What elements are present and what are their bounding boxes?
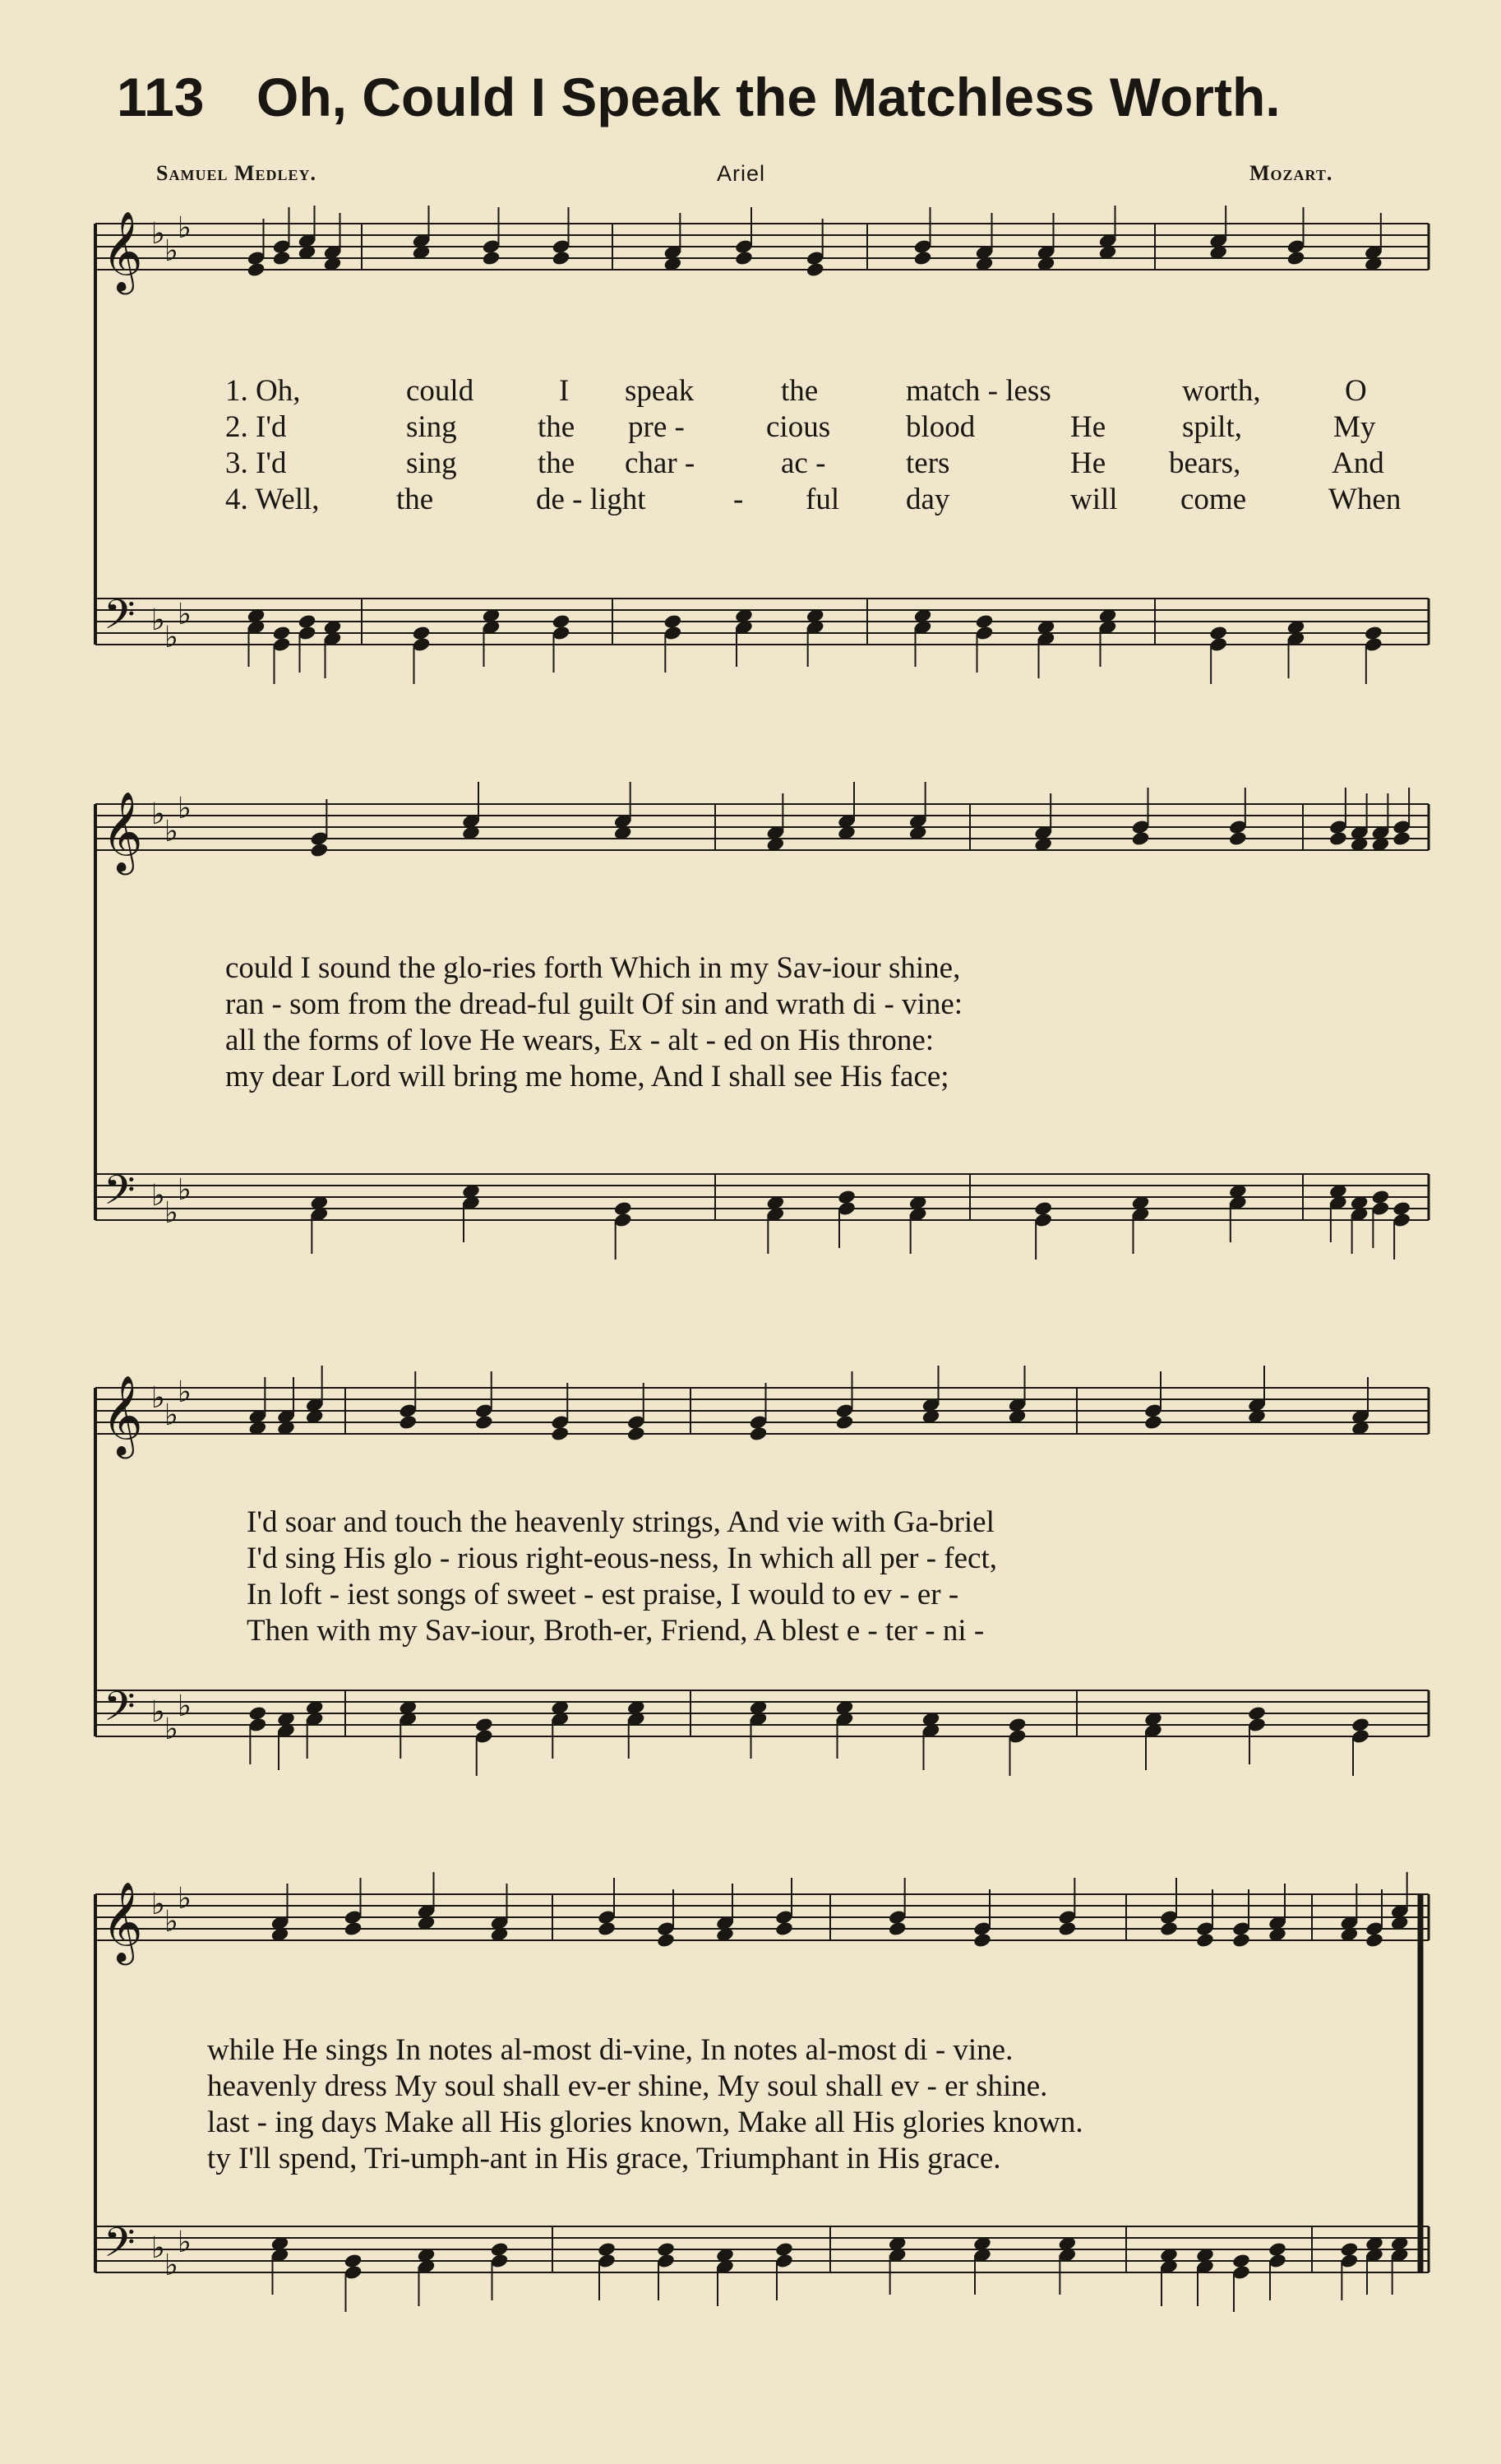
treble-clef-icon: 𝄞 — [102, 1375, 143, 1455]
bass-clef-icon: 𝄢 — [104, 1683, 136, 1741]
note-head — [1131, 830, 1151, 847]
flat-icon: ♭ — [151, 603, 165, 637]
lyric-verse-4: Then with my Sav-iour, Broth-er, Friend, A blest e - ter - ni - — [247, 1614, 985, 1648]
flat-icon: ♭ — [164, 1713, 178, 1746]
treble-clef-icon: 𝄞 — [102, 210, 143, 291]
treble-clef-icon: 𝄞 — [102, 791, 143, 871]
note-head — [1328, 830, 1348, 847]
lyric-syllable: pre - — [628, 410, 685, 444]
lyric-syllable: spilt, — [1182, 410, 1242, 444]
lyric-syllable: sing — [406, 446, 457, 480]
lyric-verse-1 — [0, 373, 1501, 409]
flat-icon: ♭ — [164, 1196, 178, 1230]
lyric-syllable: blood — [906, 410, 976, 444]
lyric-syllable: He — [1070, 446, 1106, 480]
lyric-syllable: When — [1328, 483, 1402, 516]
note-head — [482, 250, 501, 266]
music-system-2 — [0, 773, 1501, 1283]
music-system-3 — [0, 1348, 1501, 1809]
lyric-syllable: char - — [625, 446, 695, 480]
flat-icon: ♭ — [178, 598, 192, 631]
lyric-verse-2 — [0, 409, 1501, 446]
hymn-title: Oh, Could I Speak the Matchless Worth. — [256, 67, 1281, 127]
lyric-syllable: 2. I'd — [225, 410, 287, 444]
note-head — [656, 1932, 676, 1949]
note-head — [1228, 830, 1248, 847]
note-head — [1231, 1932, 1251, 1949]
flat-icon: ♭ — [164, 1905, 178, 1939]
music-system-1 — [0, 206, 1501, 707]
lyric-verse-4: ty I'll spend, Tri-umph-ant in His grace, Triumphant in His grace. — [207, 2142, 1001, 2175]
flat-icon: ♭ — [164, 1398, 178, 1432]
note-head — [913, 250, 933, 266]
note-head — [749, 1426, 769, 1442]
lyric-syllable: de - light — [536, 483, 646, 516]
lyric-syllable: ac - — [781, 446, 826, 480]
note-head — [310, 842, 330, 858]
hymn-number: 113 — [117, 67, 205, 127]
lyric-syllable: day — [906, 483, 950, 516]
lyric-syllable: ful — [806, 483, 840, 516]
lyric-verse-3: last - ing days Make all His glories known, Make all His glories known. — [207, 2106, 1083, 2139]
lyric-syllable: could — [406, 374, 474, 408]
composer-credit: Mozart. — [1249, 161, 1333, 185]
lyric-verse-4 — [0, 482, 1501, 518]
flat-icon: ♭ — [164, 2249, 178, 2282]
lyric-verse-3 — [0, 446, 1501, 482]
flat-icon: ♭ — [164, 621, 178, 654]
flat-icon: ♭ — [151, 797, 165, 831]
flat-icon: ♭ — [164, 815, 178, 848]
lyric-verse-2: I'd sing His glo - rious right-eous-ness, In which all per - fect, — [247, 1542, 997, 1575]
lyric-syllable: come — [1180, 483, 1247, 516]
treble-clef-icon: 𝄞 — [102, 1881, 143, 1962]
music-system-4 — [0, 1860, 1501, 2361]
flat-icon: ♭ — [178, 792, 192, 825]
lyric-syllable: sing — [406, 410, 457, 444]
note-head — [1195, 1932, 1215, 1949]
lyric-syllable: bears, — [1169, 446, 1241, 480]
lyric-verse-2: heavenly dress My soul shall ev-er shine, My soul shall ev - er shine. — [207, 2069, 1048, 2103]
lyric-syllable: I — [559, 374, 570, 408]
note-head — [1286, 250, 1306, 266]
lyric-syllable: speak — [625, 374, 695, 408]
note-head — [1159, 1921, 1179, 1937]
note-head — [550, 1426, 570, 1442]
flat-icon: ♭ — [151, 1888, 165, 1921]
flat-icon: ♭ — [178, 1882, 192, 1916]
flat-icon: ♭ — [178, 1375, 192, 1409]
lyric-syllable: O — [1345, 374, 1367, 408]
lyric-syllable: the — [396, 483, 434, 516]
flat-icon: ♭ — [151, 1695, 165, 1729]
lyric-syllable: 4. Well, — [225, 483, 320, 516]
lyric-syllable: ters — [906, 446, 950, 480]
bass-clef-icon: 𝄢 — [104, 1167, 136, 1224]
bass-clef-icon: 𝄢 — [104, 591, 136, 649]
note-head — [552, 250, 571, 266]
note-head — [734, 250, 754, 266]
bass-clef-icon: 𝄢 — [104, 2219, 136, 2277]
note-head — [344, 1921, 363, 1937]
flat-icon: ♭ — [178, 2226, 192, 2259]
flat-icon: ♭ — [164, 234, 178, 268]
hymn-header — [0, 0, 1501, 186]
lyric-syllable: the — [781, 374, 819, 408]
lyric-syllable: 1. Oh, — [225, 374, 301, 408]
flat-icon: ♭ — [151, 2231, 165, 2265]
flat-icon: ♭ — [151, 217, 165, 251]
flat-icon: ♭ — [178, 1173, 192, 1207]
lyric-syllable: He — [1070, 410, 1106, 444]
lyric-syllable: the — [538, 410, 575, 444]
flat-icon: ♭ — [151, 1179, 165, 1213]
note-head — [1365, 1932, 1384, 1949]
note-head — [972, 1932, 992, 1949]
lyric-syllable: will — [1070, 483, 1118, 516]
note-head — [774, 1921, 794, 1937]
flat-icon: ♭ — [178, 1690, 192, 1723]
note-head — [806, 261, 825, 278]
note-head — [835, 1414, 855, 1431]
note-head — [1392, 830, 1411, 847]
lyric-verse-1: I'd soar and touch the heavenly strings, And vie with Ga-briel — [247, 1505, 995, 1539]
author-credit: Samuel Medley. — [156, 161, 317, 185]
flat-icon: ♭ — [178, 211, 192, 245]
lyric-syllable: cious — [766, 410, 831, 444]
lyric-syllable: My — [1333, 410, 1376, 444]
lyric-syllable: - — [733, 483, 744, 516]
lyric-verse-1: could I sound the glo-ries forth Which in my Sav-iour shine, — [225, 951, 961, 985]
lyric-syllable: match - less — [906, 374, 1051, 408]
note-head — [398, 1414, 418, 1431]
lyric-syllable: 3. I'd — [225, 446, 287, 480]
lyric-verse-3: all the forms of love He wears, Ex - alt - ed on His throne: — [225, 1024, 935, 1057]
lyric-syllable: worth, — [1182, 374, 1261, 408]
note-head — [1143, 1414, 1163, 1431]
lyric-syllable: And — [1332, 446, 1384, 480]
lyric-verse-4: my dear Lord will bring me home, And I shall see His face; — [225, 1060, 949, 1093]
tune-name: Ariel — [717, 161, 766, 186]
lyric-verse-3: In loft - iest songs of sweet - est praise, I would to ev - er - — [247, 1578, 959, 1611]
lyric-verse-2: ran - som from the dread-ful guilt Of sin and wrath di - vine: — [225, 987, 963, 1021]
lyric-verse-1: while He sings In notes al-most di-vine, In notes al-most di - vine. — [207, 2033, 1014, 2067]
note-head — [247, 261, 266, 278]
lyric-syllable: the — [538, 446, 575, 480]
note-head — [1058, 1921, 1078, 1937]
flat-icon: ♭ — [151, 1381, 165, 1415]
note-head — [597, 1921, 617, 1937]
note-head — [474, 1414, 494, 1431]
note-head — [626, 1426, 646, 1442]
note-head — [272, 250, 292, 266]
note-head — [888, 1921, 908, 1937]
